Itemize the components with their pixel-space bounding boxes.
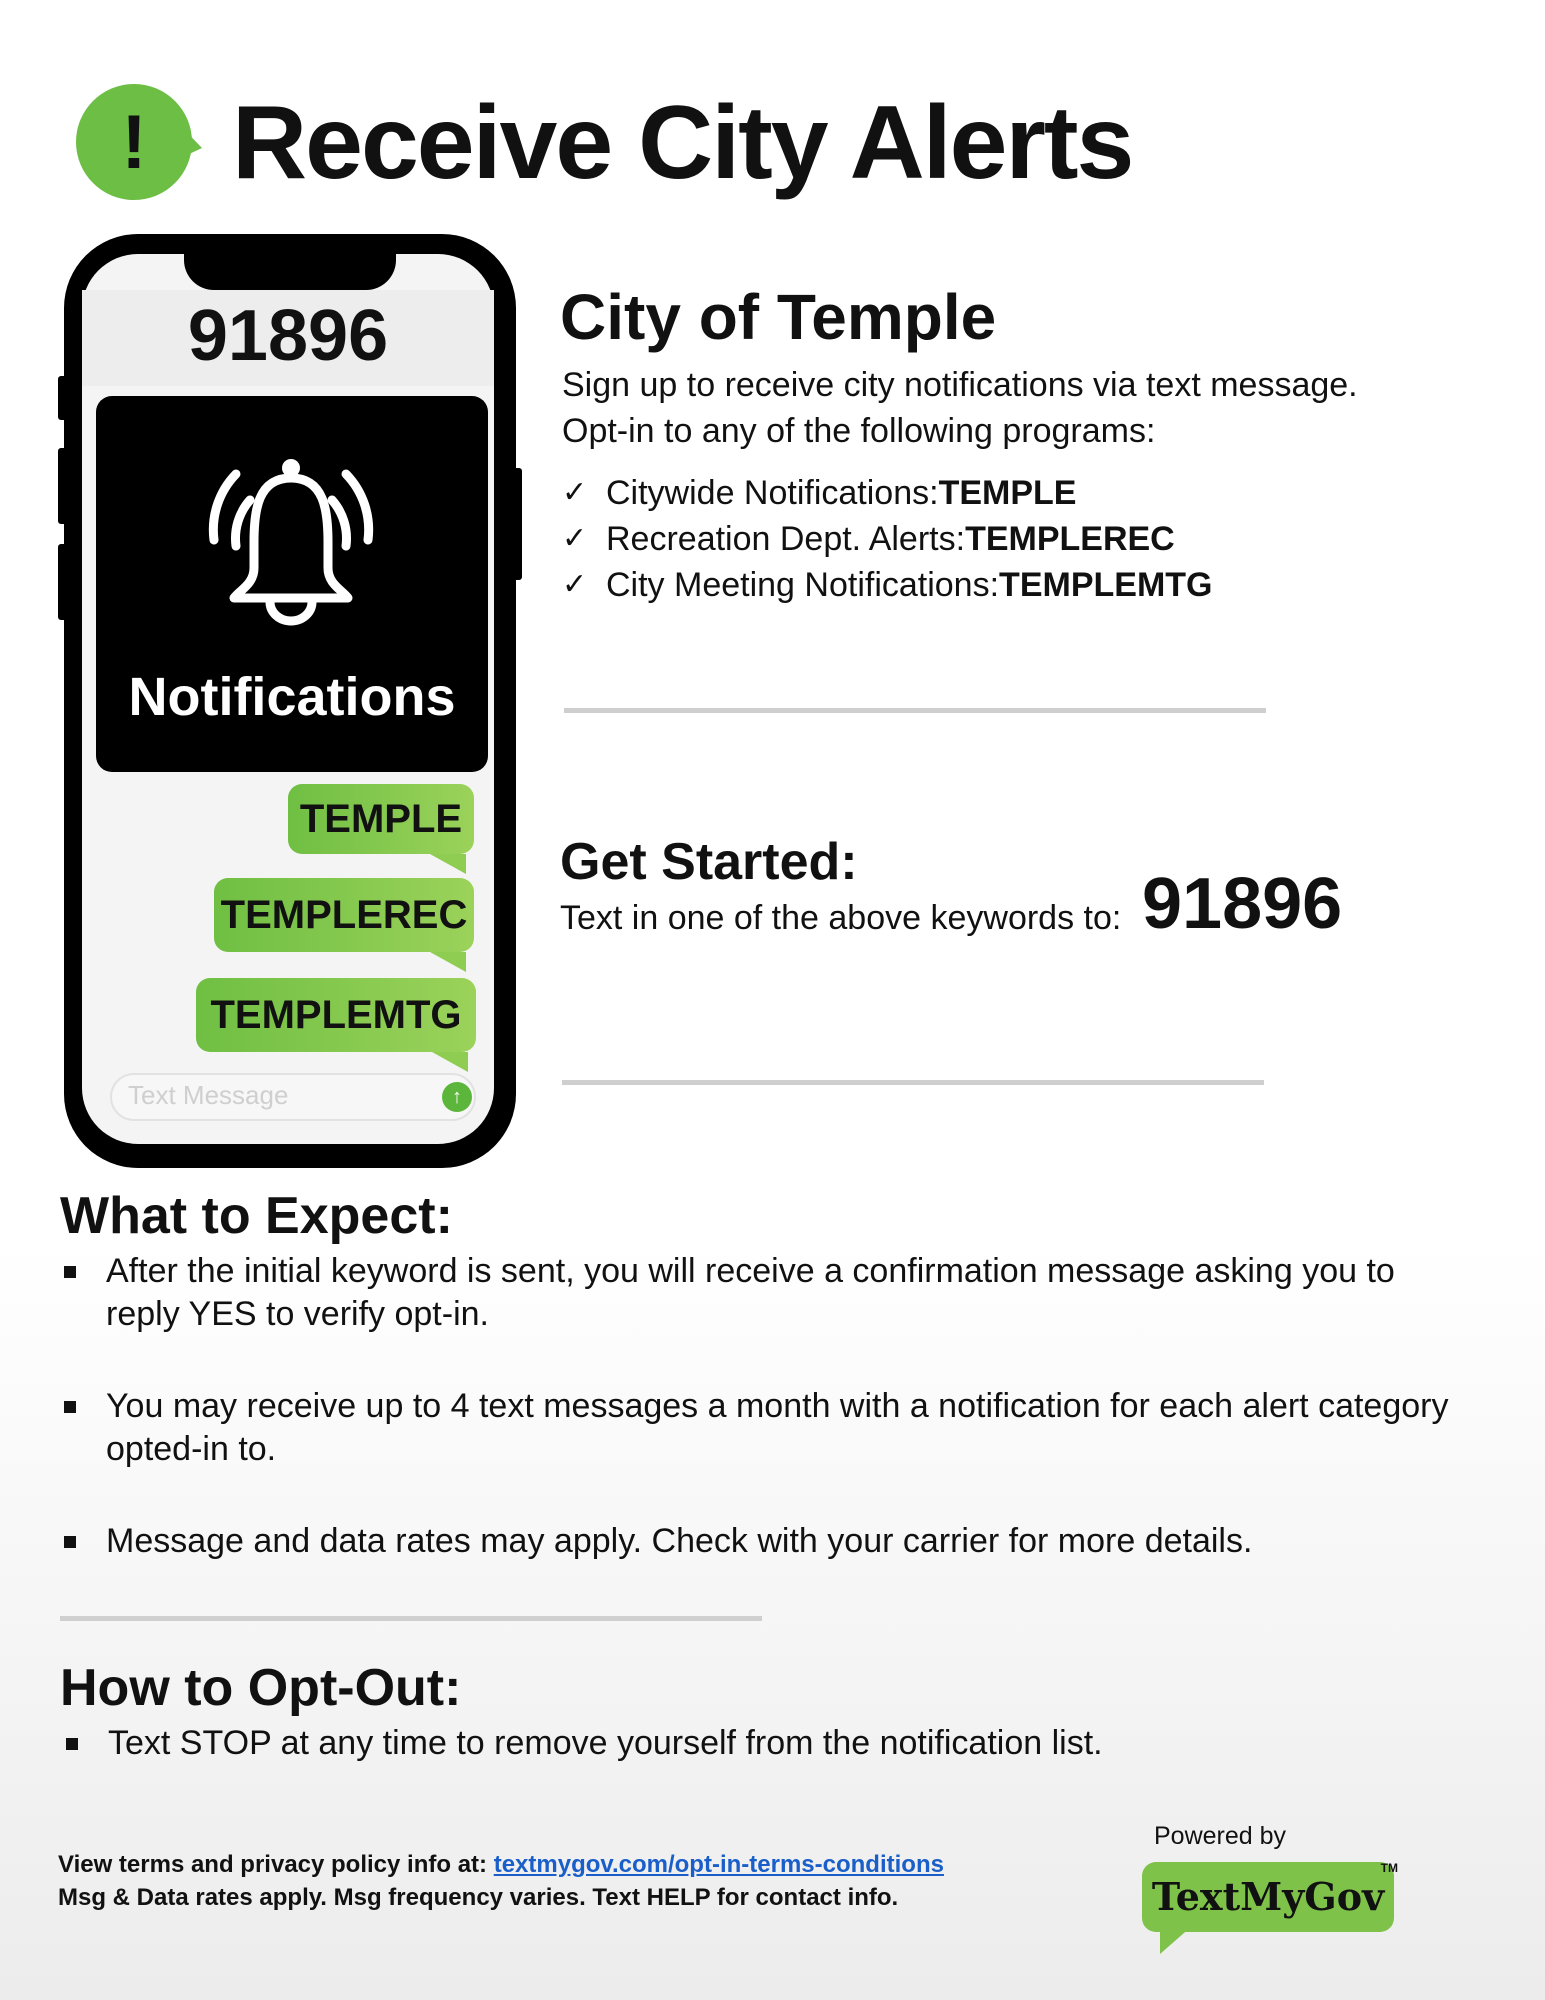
notifications-label: Notifications <box>128 667 456 727</box>
footer-line-1 <box>58 1848 944 1881</box>
footer-line-2: Msg & Data rates apply. Msg frequency varies. Text HELP for contact info. <box>58 1884 899 1911</box>
get-started-title: Get Started: <box>560 833 858 891</box>
city-title: City of Temple <box>560 281 997 353</box>
opt-out-title: How to Opt-Out: <box>60 1659 462 1717</box>
list-item: Message and data rates may apply. Check with your carrier for more details. <box>62 1520 1452 1563</box>
list-item: You may receive up to 4 text messages a month with a notification for each alert category opted-in to. <box>62 1385 1452 1471</box>
get-started-text: Text in one of the above keywords to: <box>560 899 1122 937</box>
bell-icon <box>178 438 404 648</box>
keyword-bubble-templemtg: TEMPLEMTG <box>196 978 476 1052</box>
list-item: After the initial keyword is sent, you will receive a confirmation message asking you to reply YES to verify opt-in. <box>62 1250 1452 1336</box>
bubble-tail <box>430 854 466 874</box>
what-to-expect-title: What to Expect: <box>60 1187 453 1245</box>
footer-terms-text: View terms and privacy policy info at: <box>58 1851 494 1878</box>
bubble-tail <box>432 1052 468 1072</box>
program-list <box>562 470 1212 608</box>
program-keyword: TEMPLEMTG <box>999 566 1213 604</box>
keyword-bubble-templerec: TEMPLEREC <box>214 878 474 952</box>
get-started-short-code: 91896 <box>1142 864 1343 944</box>
intro-line-2: Opt-in to any of the following programs: <box>562 412 1156 450</box>
program-item <box>562 470 1212 516</box>
badge-glyph: ! <box>121 100 147 185</box>
section-divider <box>564 708 1266 713</box>
powered-by-label: Powered by <box>1154 1822 1287 1850</box>
what-to-expect-list <box>62 1250 1452 1563</box>
send-arrow-icon: ↑ <box>442 1082 472 1112</box>
program-keyword: TEMPLEREC <box>965 520 1175 558</box>
program-label: Citywide Notifications: <box>606 474 939 512</box>
logo-trademark: TM <box>1380 1861 1398 1875</box>
terms-link[interactable]: textmygov.com/opt-in-terms-conditions <box>493 1851 944 1878</box>
phone-notch <box>184 250 396 290</box>
program-item <box>562 516 1212 562</box>
program-label: Recreation Dept. Alerts: <box>606 520 966 558</box>
logo-text: TextMyGov <box>1151 1874 1385 1919</box>
textmygov-logo <box>1140 1860 1400 1956</box>
text-message-placeholder: Text Message <box>128 1080 289 1110</box>
section-divider <box>562 1080 1264 1085</box>
keyword-bubble-temple: TEMPLE <box>288 784 474 854</box>
alert-badge-icon <box>72 82 202 202</box>
footer <box>58 1848 944 1914</box>
section-divider <box>60 1616 762 1621</box>
phone-short-code: 91896 <box>187 296 389 376</box>
page-title: Receive City Alerts <box>232 85 1133 201</box>
city-intro <box>562 362 1422 454</box>
intro-line-1: Sign up to receive city notifications via text message. <box>562 366 1358 404</box>
check-icon: ✓ <box>562 568 588 601</box>
bubble-tail <box>430 952 466 972</box>
check-icon: ✓ <box>562 522 588 555</box>
check-icon: ✓ <box>562 476 588 509</box>
opt-out-list <box>64 1722 1454 1765</box>
program-item <box>562 562 1212 608</box>
program-keyword: TEMPLE <box>938 474 1077 512</box>
list-item: Text STOP at any time to remove yourself from the notification list. <box>64 1722 1454 1765</box>
program-label: City Meeting Notifications: <box>606 566 1000 604</box>
